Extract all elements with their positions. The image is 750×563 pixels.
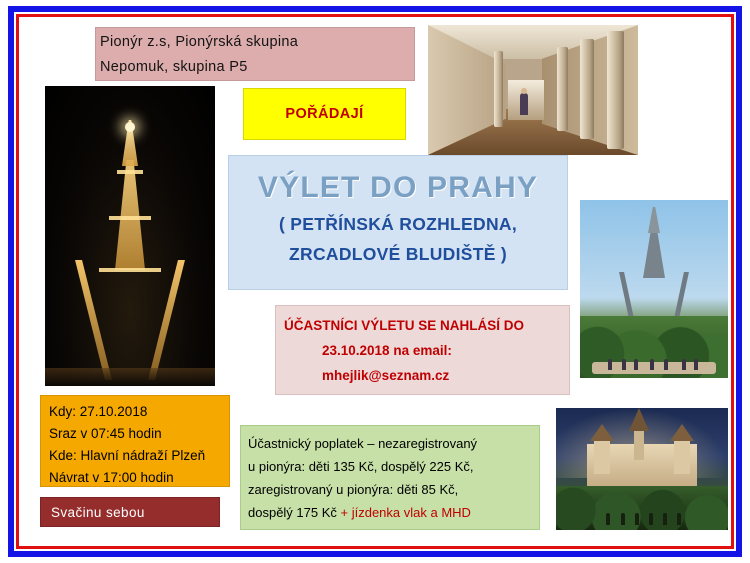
- title-box: [228, 155, 568, 290]
- petrin-tower-daytime-photo: [580, 200, 728, 378]
- prague-castle-evening-photo: [556, 408, 728, 530]
- tower-shape: [82, 110, 178, 380]
- page-title: VÝLET DO PRAHY: [257, 171, 539, 204]
- maze-column-1: [607, 31, 624, 149]
- day-tower-shape: [619, 208, 689, 328]
- signup-note-line-1: ÚČASTNÍCI VÝLETU SE NAHLÁSÍ DO: [284, 318, 525, 333]
- tower-band-3: [117, 170, 143, 174]
- when-where-box: [40, 395, 230, 487]
- night-ground: [45, 368, 215, 386]
- signup-email[interactable]: mhejlik@seznam.cz: [322, 368, 450, 383]
- poradaji-badge: POŘÁDAJÍ: [243, 88, 406, 140]
- signup-note-line-2: 23.10.2018 na email:: [322, 343, 452, 358]
- fee-line-1: Účastnický poplatek – nezaregistrovaný: [248, 436, 478, 451]
- organizer-line-1: Pionýr z.s, Pionýrská skupina: [100, 34, 299, 50]
- castle-central-spire: [634, 430, 644, 460]
- when-line-3: Kde: Hlavní nádraží Plzeň: [49, 448, 206, 463]
- petrin-tower-night-photo: [45, 86, 215, 386]
- castle-tower-left: [594, 440, 610, 474]
- day-tower-shaft: [643, 230, 665, 278]
- maze-column-3: [557, 47, 568, 131]
- tower-band-2: [109, 216, 151, 220]
- mirror-maze-corridor-photo: [428, 25, 638, 155]
- fee-box: [240, 425, 540, 530]
- organizer-box: [95, 27, 415, 81]
- tower-shaft: [115, 160, 145, 270]
- when-line-4: Návrat v 17:00 hodin: [49, 470, 174, 485]
- tower-band-1: [99, 268, 161, 272]
- when-line-2: Sraz v 07:45 hodin: [49, 426, 162, 441]
- tower-beacon-light: [125, 122, 135, 132]
- fee-line-4-ticket: + jízdenka vlak a MHD: [340, 505, 471, 520]
- fee-line-4: [248, 501, 539, 524]
- maze-visitor: [520, 93, 528, 115]
- signup-note-box: [275, 305, 570, 395]
- castle-tower-right: [674, 440, 690, 474]
- page-subtitle-line-1: ( PETŘÍNSKÁ ROZHLEDNA,: [279, 214, 517, 234]
- when-line-1: Kdy: 27.10.2018: [49, 404, 148, 419]
- maze-column-4: [494, 51, 503, 127]
- fee-line-2: u pionýra: děti 135 Kč, dospělý 225 Kč,: [248, 459, 474, 474]
- fee-line-3: zaregistrovaný u pionýra: děti 85 Kč,: [248, 482, 459, 497]
- day-tower-top: [648, 207, 660, 233]
- organizer-line-2: Nepomuk, skupina P5: [100, 59, 248, 75]
- fee-line-4-amount: dospělý 175 Kč: [248, 505, 341, 520]
- page-subtitle-line-2: ZRCADLOVÉ BLUDIŠTĚ ): [289, 244, 507, 264]
- castle-visitors: [601, 511, 684, 525]
- snack-box: Svačinu sebou: [40, 497, 220, 527]
- day-visitors: [604, 358, 705, 370]
- maze-column-2: [580, 39, 594, 139]
